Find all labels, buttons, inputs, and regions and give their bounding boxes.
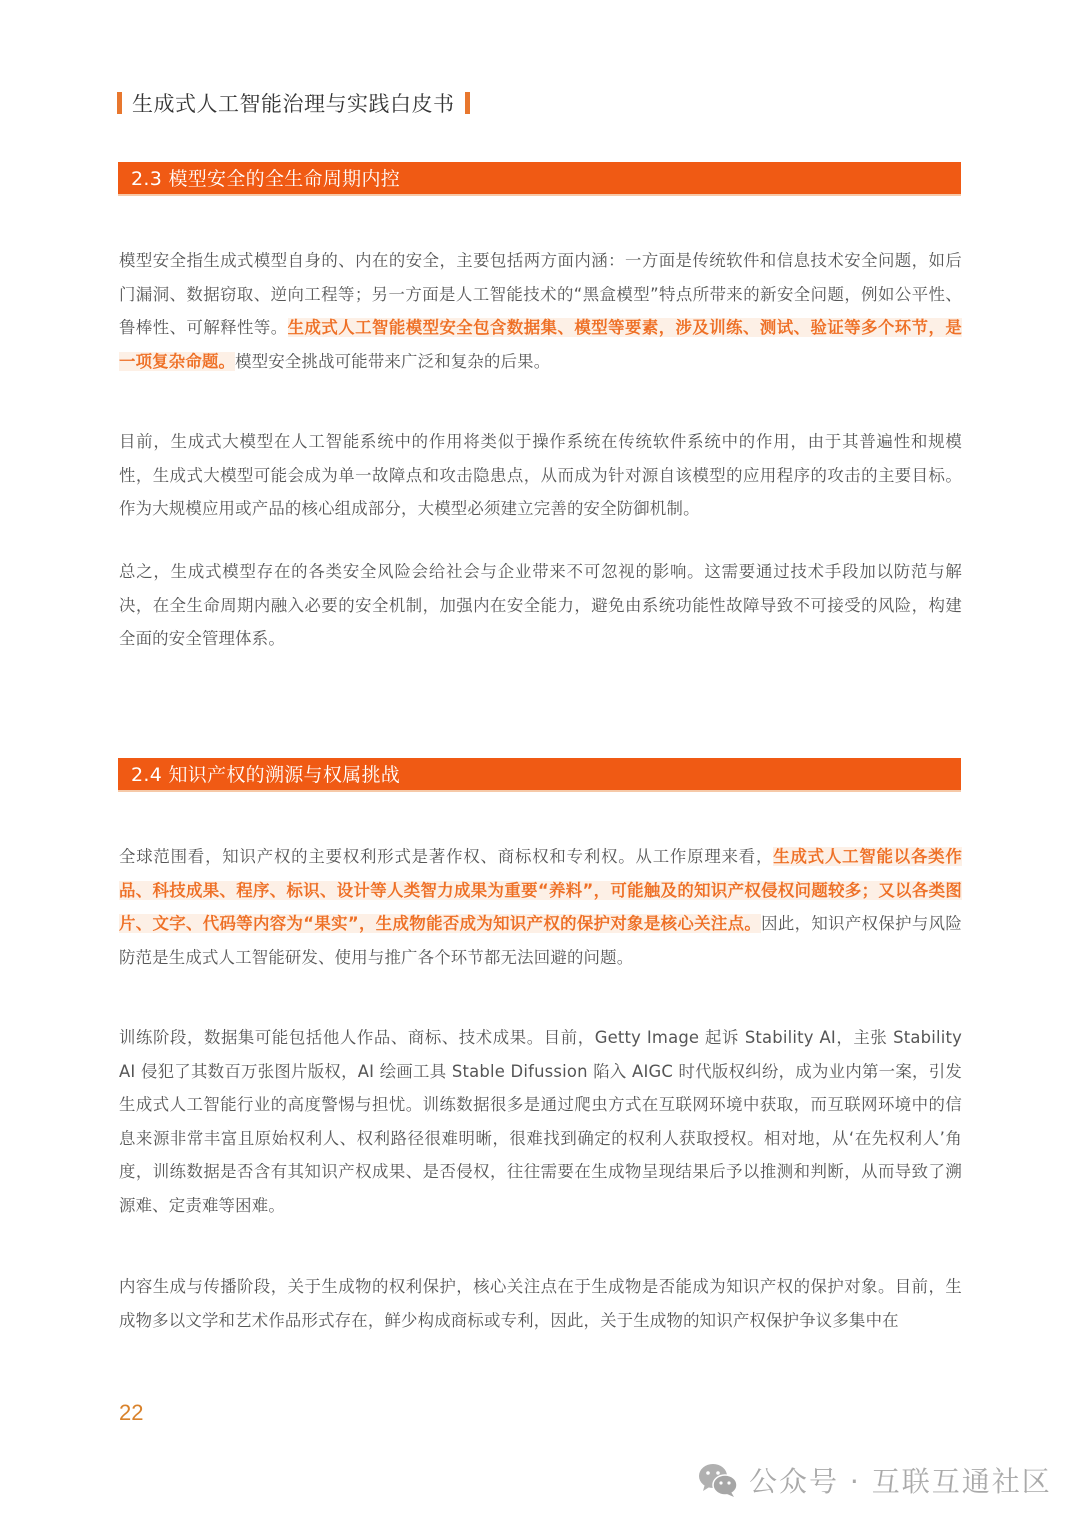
section-heading-2-4: 2.4 知识产权的溯源与权属挑战 (118, 758, 961, 792)
paragraph-text: 因此，知识产权保护与风险防范是生成式人工智能研发、使用与推广各个环节都无法回避的问题。 (119, 914, 962, 967)
watermark (697, 1460, 1052, 1500)
page-number: 22 (119, 1400, 144, 1425)
highlighted-text: 生成式人工智能以各类作品、科技成果、程序、标识、设计等人类智力成果为重要“养料”，可能触及的知识产权侵权问题较多；又以各类图片、文字、代码等内容为“果实”，生成物能否成为知识产权的保护对象是核心关注点。 (119, 847, 962, 933)
document-title: 生成式人工智能治理与实践白皮书 (132, 92, 455, 116)
paragraph-training-stage: 训练阶段，数据集可能包括他人作品、商标、技术成果。目前，Getty Image 起诉 Stability AI，主张 Stability AI 侵犯了其数百万张图片版权，AI 绘画工具 Stable Difussion 陷入 AIGC 时代版权纠纷，成为业内第一案，引发生成式人工智能行业的高度警惕与担忧。训练数据很多是通过爬虫方式在互联网环境中获取，而互联网环境中的信息来源非常丰富且原始权利人、权利路径很难明晰，很难找到确定的权利人获取授权。相对地，从‘在先权利人’角度，训练数据是否含有其知识产权成果、是否侵权，往往需要在生成物呈现结果后予以推测和判断，从而导致了溯源难、定责难等困难。 (119, 1028, 962, 1215)
highlighted-text: 生成式人工智能模型安全包含数据集、模型等要素，涉及训练、测试、验证等多个环节，是一项复杂命题。 (119, 318, 962, 371)
paragraph-text: 模型安全指生成式模型自身的、内在的安全，主要包括两方面内涵：一方面是传统软件和信息技术安全问题，如后门漏洞、数据窃取、逆向工程等；另一方面是人工智能技术的“黑盒模型”特点所带来的新安全问题，例如公平性、鲁棒性、可解释性等。 (119, 251, 962, 337)
header-bar-right (465, 92, 470, 114)
header-bar-left (117, 92, 122, 114)
paragraph-text: 全球范围看，知识产权的主要权利形式是著作权、商标权和专利权。从工作原理来看， (119, 847, 774, 866)
section-heading-2-3: 2.3 模型安全的全生命周期内控 (118, 162, 961, 196)
paragraph-summary: 总之，生成式模型存在的各类安全风险会给社会与企业带来不可忽视的影响。这需要通过技术手段加以防范与解决，在全生命周期内融入必要的安全机制，加强内在安全能力，避免由系统功能性故障导致不可接受的风险，构建全面的安全管理体系。 (119, 562, 962, 648)
paragraph-generation-stage: 内容生成与传播阶段，关于生成物的权利保护，核心关注点在于生成物是否能成为知识产权的保护对象。目前，生成物多以文学和艺术作品形式存在，鲜少构成商标或专利，因此，关于生成物的知识产权保护争议多集中在 (119, 1277, 962, 1330)
paragraph-model-security-intro (119, 244, 962, 378)
wechat-icon (697, 1462, 739, 1498)
paragraph-text: 模型安全挑战可能带来广泛和复杂的后果。 (235, 351, 551, 371)
running-header (117, 86, 470, 120)
paragraph-large-model-role: 目前，生成式大模型在人工智能系统中的作用将类似于操作系统在传统软件系统中的作用，由于其普遍性和规模性，生成式大模型可能会成为单一故障点和攻击隐患点，从而成为针对源自该模型的应用程序的攻击的主要目标。作为大规模应用或产品的核心组成部分，大模型必须建立完善的安全防御机制。 (119, 432, 962, 518)
watermark-text: 公众号 · 互联互通社区 (749, 1465, 1052, 1498)
paragraph-ip-overview (119, 840, 962, 974)
